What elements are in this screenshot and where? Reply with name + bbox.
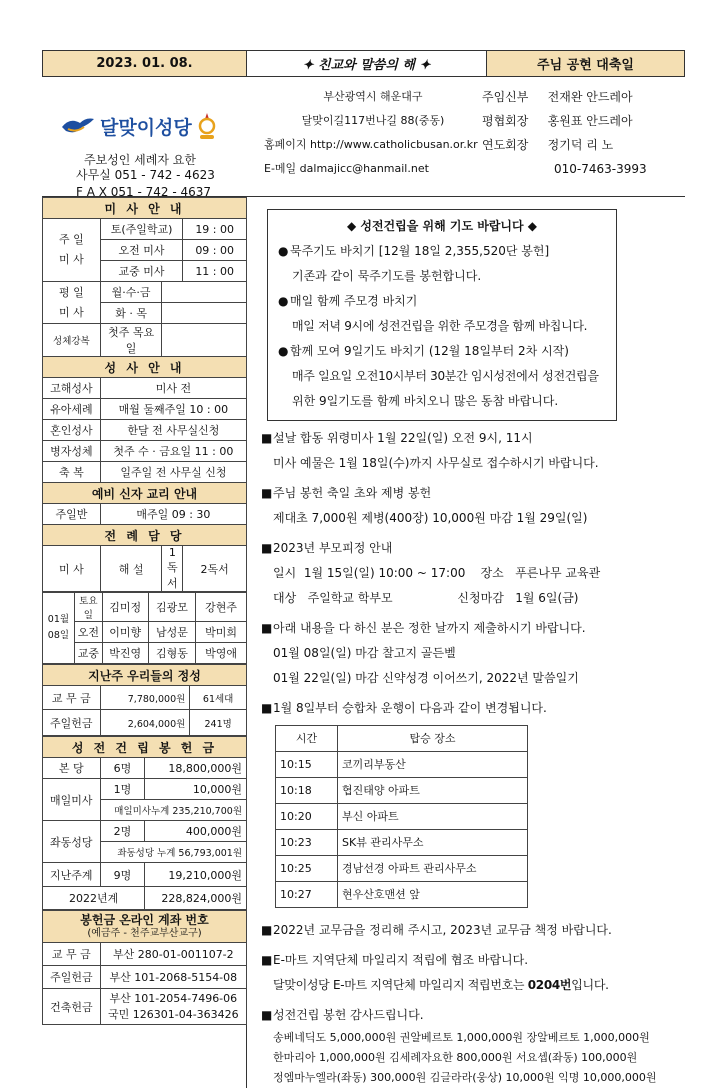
adoration-label: 성체강복 — [43, 324, 101, 357]
catechumen-label: 주일반 — [43, 504, 101, 525]
square-bullet-icon: ■ — [261, 923, 273, 937]
offering-amount: 7,780,000원 — [100, 686, 190, 710]
ministry-header: 2독서 — [183, 546, 247, 592]
accounts-table — [42, 910, 247, 1025]
table-row: 10:23 SK뷰 관리사무소 — [276, 830, 528, 856]
address-line-1: 부산광역시 해운대구 — [323, 90, 423, 103]
building-jwadong-label: 좌동성당 — [43, 821, 101, 863]
prayer-item: ● 매일 함께 주모경 바치기 매일 저녁 9시에 성전건립을 위한 주모경을 함께 바칩니다. — [278, 289, 606, 339]
accounts-subtitle: (예금주 - 천주교부산교구) — [87, 927, 202, 939]
left-column — [42, 197, 247, 1088]
officer-row: 평협회장 홍원표 안드레아 — [482, 114, 633, 128]
building-jwadong-total: 좌동성당 누계 56,793,001원 — [100, 842, 246, 863]
account-number: 부산 280-01-001107-2 — [100, 943, 246, 966]
offering-name: 주일헌금 — [43, 710, 101, 736]
building-last-count: 9명 — [100, 863, 145, 887]
accounts-section-title — [43, 911, 247, 943]
notice-emart: ■E-마트 지역단체 마일리지 적립에 협조 바랍니다. 달맞이성당 E-마트 지역단체 마일리지 적립번호는 0204번입니다. — [261, 948, 685, 998]
right-column — [247, 197, 685, 1088]
account-name: 교 무 금 — [43, 943, 101, 966]
officer-phone: 010-7463-3993 — [554, 162, 647, 176]
offering-amount: 2,604,000원 — [100, 710, 190, 736]
year-motto: ✦ 친교와 말씀의 해 ✦ — [247, 51, 487, 76]
address-line-2: 달맞이길117번나길 88(중동) — [301, 114, 445, 127]
table-row: 10:15 코끼리부동산 — [276, 752, 528, 778]
ministry-header: 1독서 — [162, 546, 183, 592]
ministry-mass: 토요일 — [74, 593, 102, 622]
shuttle-header: 탑승 장소 — [338, 726, 528, 752]
ministry-table — [42, 592, 247, 664]
building-main-count: 6명 — [100, 758, 145, 779]
table-row: 10:20 부신 아파트 — [276, 804, 528, 830]
accounts-title: 봉헌금 온라인 계좌 번호 — [80, 912, 209, 927]
sacrament-name: 고해성사 — [43, 378, 101, 399]
sunday-mass-time: 19 : 00 — [183, 219, 247, 240]
notice-submission: ■아래 내용을 다 하신 분은 정한 날까지 제출하시기 바랍니다. 01월 08일(일) 마감 찰고지 골든벨 01월 22일(일) 마감 신약성경 이어쓰기, 2022년 말씀일기 — [261, 616, 685, 691]
offering-count: 241명 — [190, 710, 247, 736]
feast-title: 주님 공현 대축일 — [487, 51, 684, 76]
sacrament-value: 일주일 전 사무실 신청 — [100, 462, 246, 483]
ministry-section-title: 전 례 담 당 — [43, 525, 247, 546]
office-contact — [76, 167, 215, 201]
sacrament-value: 첫주 수 · 금요일 11 : 00 — [100, 441, 246, 462]
building-monthly-total: 매일미사누계 235,210,700원 — [100, 800, 246, 821]
building-jwadong-amount: 400,000원 — [145, 821, 247, 842]
ministry-mass: 교중 — [74, 643, 102, 664]
ministry-commentary: 이미향 — [102, 622, 148, 643]
ministry-header: 미 사 — [43, 546, 101, 592]
notice-donors: ■성전건립 봉헌 감사드립니다. 송베네딕도 5,000,000원 권알베르토 1,000,000원 장알베르토 1,000,000원 한마리아 1,000,000원 김세례자요한 800,000원 서요셉(좌동) 100,000원 정엠마누엘라(좌동) 300,000원 김글라라(웅상) 10,000원 익명 10,000,000원 — [261, 1003, 685, 1088]
top-bar — [42, 50, 685, 77]
account-number: 국민 126301-04-363426 — [108, 1007, 239, 1021]
building-last-label: 지난주계 — [43, 863, 101, 887]
square-bullet-icon: ■ — [261, 1008, 273, 1022]
ministry-date: 01월 08일 — [43, 593, 75, 664]
building-jwadong-count: 2명 — [100, 821, 145, 842]
building-year-amount: 228,824,000원 — [145, 887, 247, 910]
info-table — [42, 197, 247, 592]
church-name: 달맞이성당 — [100, 116, 192, 139]
catechumen-value: 매주일 09 : 30 — [100, 504, 246, 525]
ministry-commentary: 김미정 — [102, 593, 148, 622]
ministry-reading1: 남성문 — [148, 622, 196, 643]
table-row: 10:25 경남선경 아파트 관리사무소 — [276, 856, 528, 882]
sunday-mass-time: 11 : 00 — [183, 261, 247, 282]
ministry-reading2: 박미희 — [196, 622, 247, 643]
sunday-mass-label: 주 일 미 사 — [43, 219, 101, 282]
sacrament-section-title: 성 사 안 내 — [43, 357, 247, 378]
weekday-days: 화 · 목 — [100, 303, 162, 324]
notice-parent-retreat: ■2023년 부모피정 안내 일시 1월 15일(일) 10:00 ~ 17:00 장소 푸른나무 교육관 대상 주일학교 학부모 신청마감 1월 6일(금) — [261, 536, 685, 611]
table-row: 10:18 협진태양 아파트 — [276, 778, 528, 804]
notice-memorial-mass: ■설날 합동 위령미사 1월 22일(일) 오전 9시, 11시 미사 예물은 1월 18일(수)까지 사무실로 접수하시기 바랍니다. — [261, 426, 685, 476]
dove-icon — [60, 115, 96, 137]
patron-saint: 주보성인 세례자 요한 — [84, 153, 196, 167]
prayer-item: ● 묵주기도 바치기 [12월 18일 2,355,520단 봉헌] 기존과 같이 묵주기도를 봉헌합니다. — [278, 239, 606, 289]
church-logo — [60, 111, 218, 141]
candle-icon — [196, 111, 218, 141]
weekday-days: 월·수·금 — [100, 282, 162, 303]
building-main-amount: 18,800,000원 — [145, 758, 247, 779]
church-address — [264, 85, 482, 181]
offering-section-title: 지난주 우리들의 정성 — [43, 665, 247, 686]
ministry-header: 해 설 — [100, 546, 162, 592]
building-section-title: 성 전 건 립 봉 헌 금 — [43, 737, 247, 758]
ministry-commentary: 박진영 — [102, 643, 148, 664]
office-phone: 사무실 051 - 742 - 4623 — [76, 168, 215, 182]
shuttle-header: 시간 — [276, 726, 338, 752]
notice-shuttle: ■1월 8일부터 승합차 운행이 다음과 같이 변경됩니다. 시간 탑승 장소 10:15 코끼리부동산 10:18 협진태양 아파트 10:20 부신 아파트 10:23 SK뷰 관리사무소 10:25 경남선경 아파트 관리사무소 10:27 현우산호맨션 앞 — [261, 696, 685, 908]
building-main-label: 본 당 — [43, 758, 101, 779]
ministry-reading1: 김광모 — [148, 593, 196, 622]
offering-table — [42, 664, 247, 736]
square-bullet-icon: ■ — [261, 541, 273, 555]
ministry-mass: 오전 — [74, 622, 102, 643]
table-row: 10:27 현우산호맨션 앞 — [276, 882, 528, 908]
ministry-reading2: 강현주 — [196, 593, 247, 622]
prayer-box-title: ◆ 성전건립을 위해 기도 바랍니다 ◆ — [346, 219, 538, 233]
sacrament-name: 혼인성사 — [43, 420, 101, 441]
building-monthly-count: 1명 — [100, 779, 145, 800]
homepage-link[interactable]: 홈페이지 http://www.catholicbusan.or.kr — [264, 138, 478, 151]
square-bullet-icon: ■ — [261, 701, 273, 715]
header — [42, 77, 685, 197]
square-bullet-icon: ■ — [261, 953, 273, 967]
account-name: 주일헌금 — [43, 966, 101, 989]
sacrament-value: 매월 둘째주일 10 : 00 — [100, 399, 246, 420]
officer-row: 주임신부 전재완 안드레아 — [482, 90, 633, 104]
bullet-icon: ● — [278, 294, 289, 308]
shuttle-table — [275, 725, 528, 908]
building-monthly-label: 매일미사 — [43, 779, 101, 821]
sacrament-name: 축 복 — [43, 462, 101, 483]
square-bullet-icon: ■ — [261, 621, 273, 635]
bulletin-date: 2023. 01. 08. — [43, 51, 247, 76]
officer-row: 연도회장 정기덕 리 노 — [482, 138, 614, 152]
account-number: 부산 101-2068-5154-08 — [100, 966, 246, 989]
mass-section-title: 미 사 안 내 — [43, 198, 247, 219]
office-fax: F A X 051 - 742 - 4637 — [76, 185, 212, 199]
account-name: 건축헌금 — [43, 989, 101, 1025]
sacrament-value: 미사 전 — [100, 378, 246, 399]
prayer-item: ● 함께 모여 9일기도 바치기 (12월 18일부터 2차 시작) 매주 일요일 오전10시부터 30분간 임시성전에서 성전건립을 위한 9일기도를 함께 바치오니 많은 동참 바랍니다. — [278, 339, 606, 414]
building-year-label: 2022년계 — [43, 887, 145, 910]
email-link[interactable]: E-메일 dalmajicc@hanmail.net — [264, 162, 429, 175]
sacrament-name: 유아세례 — [43, 399, 101, 420]
notice-tithe: ■2022년 교무금을 정리해 주시고, 2023년 교무금 책정 바랍니다. — [261, 918, 685, 943]
bullet-icon: ● — [278, 344, 289, 358]
offering-count: 61세대 — [190, 686, 247, 710]
bulletin-body — [42, 197, 685, 1088]
sunday-mass-time: 09 : 00 — [183, 240, 247, 261]
adoration-value: 첫주 목요일 — [100, 324, 162, 357]
bullet-icon: ● — [278, 244, 289, 258]
building-monthly-amount: 10,000원 — [145, 779, 247, 800]
sunday-mass-name: 오전 미사 — [100, 240, 183, 261]
sunday-mass-name: 교중 미사 — [100, 261, 183, 282]
account-number: 부산 101-2054-7496-06 — [109, 991, 238, 1005]
building-fund-table — [42, 736, 247, 910]
notice-candle-offering: ■주님 봉헌 축일 초와 제병 봉헌 제대초 7,000원 제병(400장) 10,000원 마감 1월 29일(일) — [261, 481, 685, 531]
bulletin-page — [42, 50, 685, 1088]
catechumen-section-title: 예비 신자 교리 안내 — [43, 483, 247, 504]
weekday-mass-label: 평 일 미 사 — [43, 282, 101, 324]
sacrament-value: 한달 전 사무실신청 — [100, 420, 246, 441]
square-bullet-icon: ■ — [261, 431, 273, 445]
ministry-reading1: 김형동 — [148, 643, 196, 664]
prayer-box — [267, 209, 617, 421]
offering-name: 교 무 금 — [43, 686, 101, 710]
building-last-amount: 19,210,000원 — [145, 863, 247, 887]
officers-list — [482, 85, 682, 181]
square-bullet-icon: ■ — [261, 486, 273, 500]
sacrament-name: 병자성체 — [43, 441, 101, 462]
ministry-reading2: 박영애 — [196, 643, 247, 664]
sunday-mass-name: 토(주일학교) — [100, 219, 183, 240]
